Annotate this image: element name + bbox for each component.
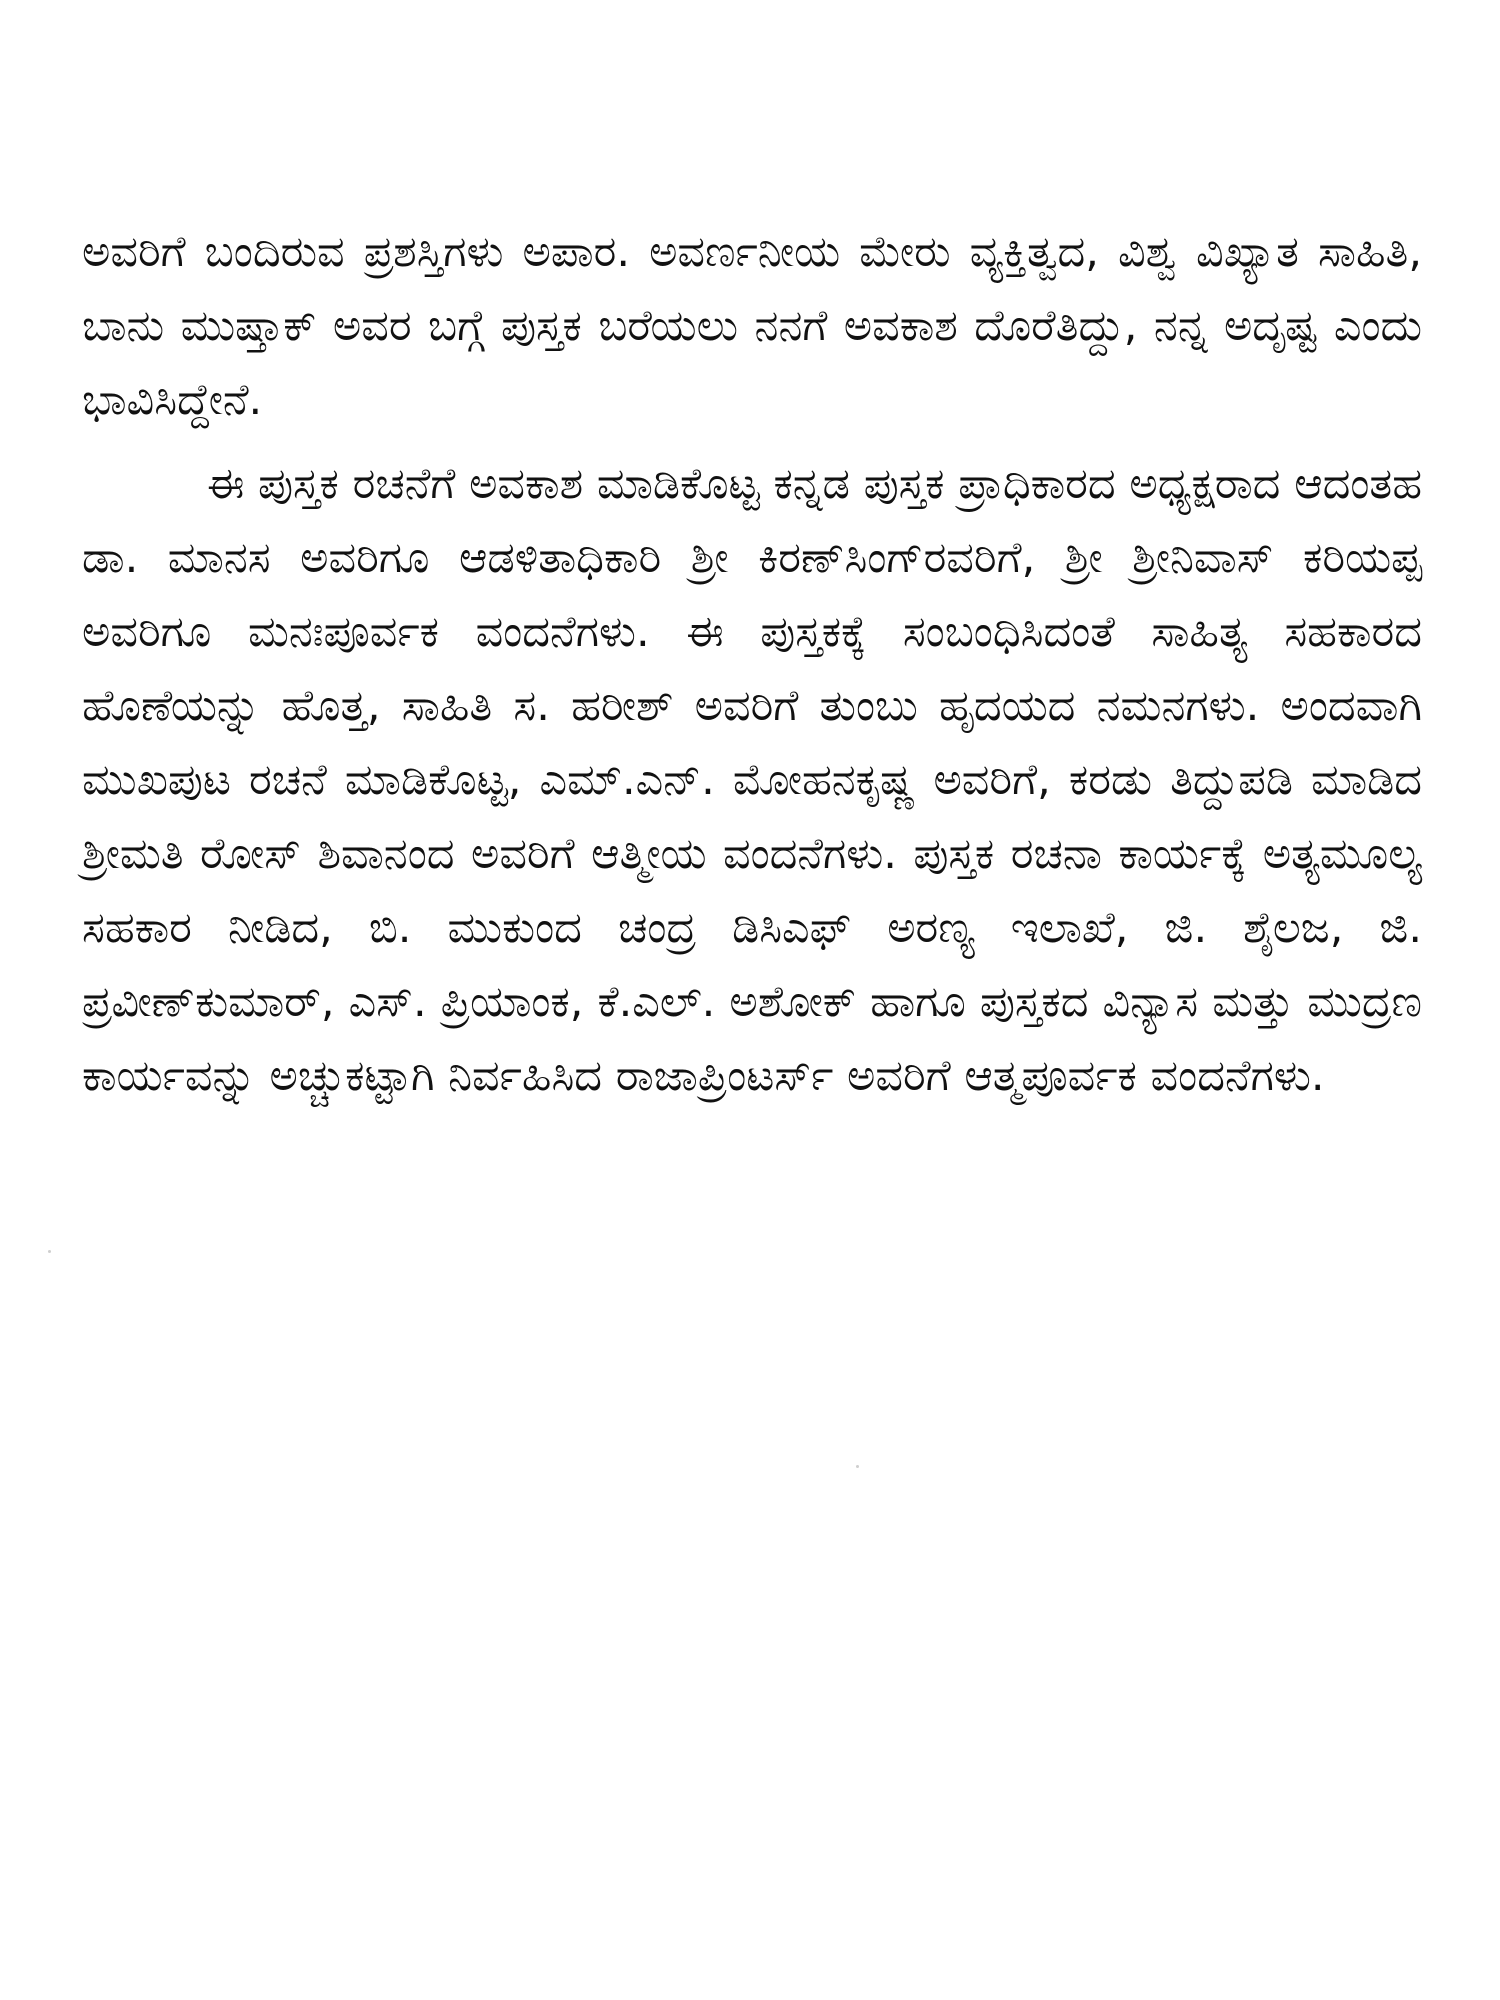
scan-speck xyxy=(48,1250,51,1253)
paragraph-2: ಈ ಪುಸ್ತಕ ರಚನೆಗೆ ಅವಕಾಶ ಮಾಡಿಕೊಟ್ಟ ಕನ್ನಡ ಪುಸ್ತಕ ಪ್ರಾಧಿಕಾರದ ಅಧ್ಯಕ್ಷರಾದ ಆದಂತಹ ಡಾ. ಮಾನಸ ಅವರಿಗೂ ಆಡಳಿತಾಧಿಕಾರಿ ಶ್ರೀ ಕಿರಣ್‌ಸಿಂಗ್‌ರವರಿಗೆ, ಶ್ರೀ ಶ್ರೀನಿವಾಸ್ ಕರಿಯಪ್ಪ ಅವರಿಗೂ ಮನಃಪೂರ್ವಕ ವಂದನೆಗಳು. ಈ ಪುಸ್ತಕಕ್ಕೆ ಸಂಬಂಧಿಸಿದಂತೆ ಸಾಹಿತ್ಯ ಸಹಕಾರದ ಹೊಣೆಯನ್ನು ಹೊತ್ತ, ಸಾಹಿತಿ ಸ. ಹರೀಶ್ ಅವರಿಗೆ ತುಂಬು ಹೃದಯದ ನಮನಗಳು. ಅಂದವಾಗಿ ಮುಖಪುಟ ರಚನೆ ಮಾಡಿಕೊಟ್ಟ, ಎಮ್.ಎನ್. ಮೋಹನಕೃಷ್ಣ ಅವರಿಗೆ, ಕರಡು ತಿದ್ದುಪಡಿ ಮಾಡಿದ ಶ್ರೀಮತಿ ರೋಸ್ ಶಿವಾನಂದ ಅವರಿಗೆ ಆತ್ಮೀಯ ವಂದನೆಗಳು. ಪುಸ್ತಕ ರಚನಾ ಕಾರ್ಯಕ್ಕೆ ಅತ್ಯಮೂಲ್ಯ ಸಹಕಾರ ನೀಡಿದ, ಬಿ. ಮುಕುಂದ ಚಂದ್ರ ಡಿಸಿಎಫ್ ಅರಣ್ಯ ಇಲಾಖೆ, ಜಿ. ಶೈಲಜ, ಜಿ. ಪ್ರವೀಣ್‌ಕುಮಾರ್, ಎಸ್. ಪ್ರಿಯಾಂಕ, ಕೆ.ಎಲ್. ಅಶೋಕ್ ಹಾಗೂ ಪುಸ್ತಕದ ವಿನ್ಯಾಸ ಮತ್ತು ಮುದ್ರಣ ಕಾರ್ಯವನ್ನು ಅಚ್ಚುಕಟ್ಟಾಗಿ ನಿರ್ವಹಿಸಿದ ರಾಜಾಪ್ರಿಂಟರ್ಸ್ ಅವರಿಗೆ ಆತ್ಮಪೂರ್ವಕ ವಂದನೆಗಳು. xyxy=(82,459,1422,1101)
scan-speck xyxy=(856,1465,859,1468)
paragraph-1: ಅವರಿಗೆ ಬಂದಿರುವ ಪ್ರಶಸ್ತಿಗಳು ಅಪಾರ. ಅವರ್ಣನೀಯ ಮೇರು ವ್ಯಕ್ತಿತ್ವದ, ವಿಶ್ವ ವಿಖ್ಯಾತ ಸಾಹಿತಿ, ಬಾನು ಮುಷ್ತಾಕ್ ಅವರ ಬಗ್ಗೆ ಪುಸ್ತಕ ಬರೆಯಲು ನನಗೆ ಅವಕಾಶ ದೊರೆತಿದ್ದು, ನನ್ನ ಅದೃಷ್ಟ ಎಂದು ಭಾವಿಸಿದ್ದೇನೆ. xyxy=(82,227,1422,425)
acknowledgement-text xyxy=(82,215,1422,1113)
